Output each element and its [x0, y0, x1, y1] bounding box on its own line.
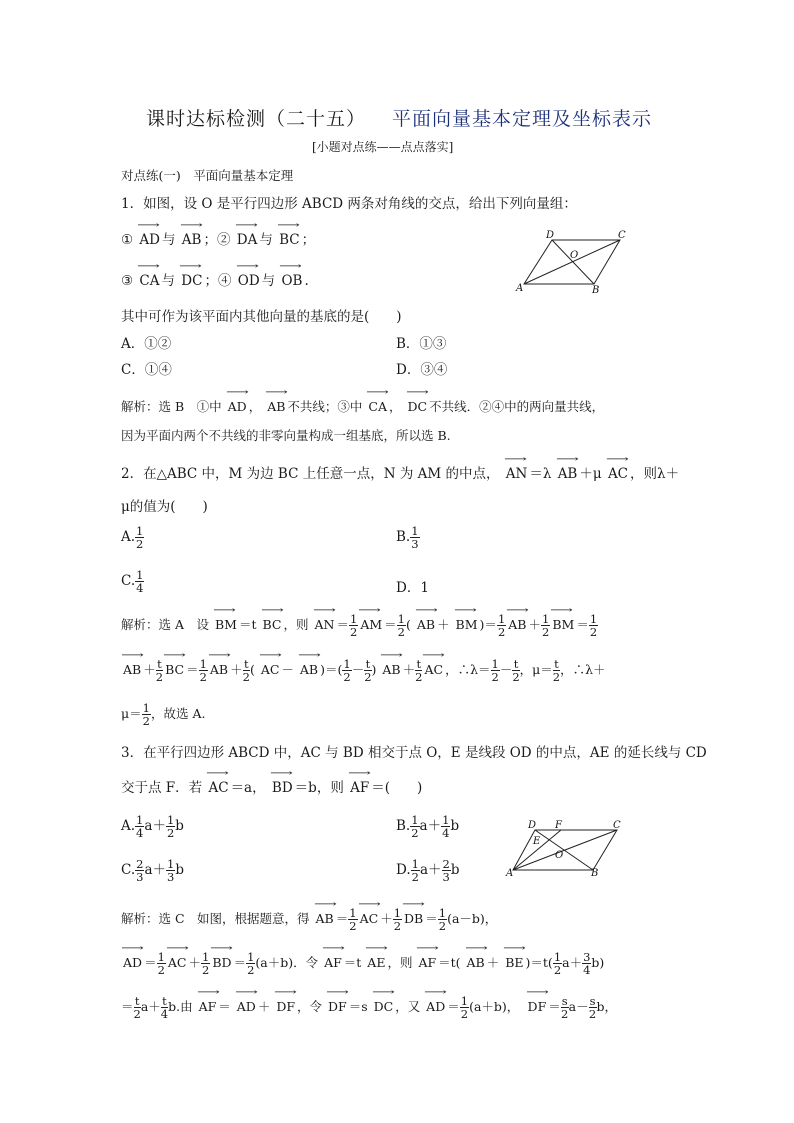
q1-parallelogram-figure	[510, 230, 630, 296]
vector-BC: BC ⟶	[279, 227, 300, 248]
q3-analysis-line1: 解析：选 C 如图，根据题意，得 AB ⟶ ＝ $\frac{1}{2}$ AC ⟶ ＋ $\frac{1}{2}$ DB ⟶ ＝ $\frac{1}{2}$ (a－b)，	[121, 906, 497, 932]
q1-stem: 1．如图，设 O 是平行四边形 ABCD 两条对角线的交点，给出下列向量组：	[121, 196, 577, 212]
q1-option-D: D．③④	[396, 362, 448, 378]
label-B: B	[592, 285, 600, 296]
q2-analysis-line2: AB ⟶ ＋ $\frac{t}{2}$ BC ⟶ ＝ $\frac{1}{2}$ AB ⟶ ＋ $\frac{t}{2}$ ( AC ⟶ － AB ⟶ )＝( $\frac{1}{2}$ － $\frac{t}{2}$ ) AB ⟶ ＋ $\frac{t}{2}$ AC ⟶ ，∴λ＝ $\frac{1}{2}$ － $\frac{t}{2}$ ，μ＝ $\frac{t}{2}$ ，∴λ＋	[121, 657, 606, 683]
label-A: A	[506, 868, 514, 878]
title-right: 平面向量基本定理及坐标表示	[392, 108, 653, 130]
q1-analysis-line2: 因为平面内两个不共线的非零向量构成一组基底，所以选 B.	[121, 428, 451, 443]
q3-analysis-line2: AD ⟶ ＝ $\frac{1}{2}$ AC ⟶ ＋ $\frac{1}{2}$ BD ⟶ ＝ $\frac{1}{2}$ (a＋b)．令 AF ⟶ ＝t AE ⟶ ，则 AF ⟶ ＝t( AB ⟶ ＋ BE ⟶ )＝t( $\frac{1}{2}$ a＋ $\frac{3}{4}$ b)	[121, 950, 604, 976]
label-A: A	[516, 283, 524, 294]
q2-analysis-line3: μ＝ $\frac{1}{2}$ ，故选 A.	[121, 701, 206, 728]
label-O: O	[555, 850, 564, 861]
vector-DA: DA ⟶	[237, 227, 258, 248]
q1-analysis-line1: 解析：选 B ①中 AD ⟶ ， AB ⟶ 不共线；③中 CA ⟶ ， DC ⟶ 不共线．②④中的两向量共线，	[121, 394, 604, 415]
q3-stem-line2: 交于点 F．若 AC ⟶ ＝a， BD ⟶ ＝b，则 AF ⟶ ＝( )	[121, 775, 422, 796]
q2-stem-line2: μ的值为( )	[121, 499, 208, 515]
label-E: E	[533, 836, 541, 847]
q1-group2: ③ CA ⟶ 与 DC ⟶ ；④ OD ⟶ 与 OB ⟶ .	[121, 268, 309, 289]
label-C: C	[613, 820, 621, 831]
q2-stem-line1: 2．在△ABC 中，M 为边 BC 上任意一点，N 为 AM 的中点， AN ⟶ ＝λ AB ⟶ ＋μ AC ⟶ ，则λ＋	[121, 461, 679, 482]
q1-group1: ① AD ⟶ 与 AB ⟶ ；② DA ⟶ 与 BC ⟶ ；	[121, 227, 315, 248]
q2-option-A: A. $\frac{1}{2}$	[121, 524, 144, 551]
q1-option-B: B．①③	[396, 336, 447, 352]
q2-option-C: C. $\frac{1}{4}$	[121, 568, 144, 595]
q3-option-D: D. $\frac{1}{2}$ a＋ $\frac{2}{3}$ b	[396, 857, 460, 884]
q3-stem-line1: 3．在平行四边形 ABCD 中，AC 与 BD 相交于点 O，E 是线段 OD 的中点，AE 的延长线与 CD	[121, 745, 707, 761]
label-B: B	[591, 868, 599, 878]
q2-analysis-line1: 解析：选 A 设 BM ⟶ ＝t BC ⟶ ，则 AN ⟶ ＝ $\frac{1}{2}$ AM ⟶ ＝ $\frac{1}{2}$ ( AB ⟶ ＋ BM ⟶ )＝ $\frac{1}{2}$ AB ⟶ ＋ $\frac{1}{2}$ BM ⟶ ＝ $\frac{1}{2}$	[121, 612, 598, 638]
title-left: 课时达标检测（二十五）	[146, 108, 367, 130]
vector-CA: CA ⟶	[139, 268, 159, 289]
q1-option-C: C．①④	[121, 362, 172, 378]
label-D: D	[528, 820, 537, 831]
vector-AB: AB ⟶	[182, 227, 202, 248]
q2-option-D: D．1	[396, 580, 429, 596]
vector-DC: DC ⟶	[181, 268, 202, 289]
subtitle: [小题对点练——点点落实]	[312, 140, 454, 154]
q3-option-A: A. $\frac{1}{4}$ a＋ $\frac{1}{2}$ b	[121, 813, 184, 840]
page-title	[146, 104, 652, 131]
q3-option-B: B. $\frac{1}{2}$ a＋ $\frac{1}{4}$ b	[396, 813, 460, 840]
vector-OB: OB ⟶	[281, 268, 302, 289]
vector-OD: OD ⟶	[238, 268, 260, 289]
label-C: C	[618, 230, 626, 241]
q2-option-B: B. $\frac{1}{3}$	[396, 524, 419, 551]
label-D: D	[546, 230, 555, 241]
section-heading: 对点练(一) 平面向量基本定理	[121, 168, 294, 183]
q3-parallelogram-figure	[505, 820, 625, 878]
vector-AD: AD ⟶	[139, 227, 160, 248]
q1-option-A: A．①②	[121, 336, 172, 352]
label-F: F	[555, 820, 562, 831]
q3-option-C: C. $\frac{2}{3}$ a＋ $\frac{1}{3}$ b	[121, 857, 185, 884]
q3-analysis-line3: ＝ $\frac{t}{2}$ a＋ $\frac{t}{4}$ b.由 AF ⟶ ＝ AD ⟶ ＋ DF ⟶ ，令 DF ⟶ ＝s DC ⟶ ，又 AD ⟶ ＝ $\frac{1}{2}$ (a＋b)， DF ⟶ ＝ $\frac{s}{2}$ a－ $\frac{s}{2}$ b，	[121, 994, 617, 1020]
q1-ask: 其中可作为该平面内其他向量的基底的是( )	[121, 309, 402, 325]
label-O: O	[570, 250, 579, 261]
